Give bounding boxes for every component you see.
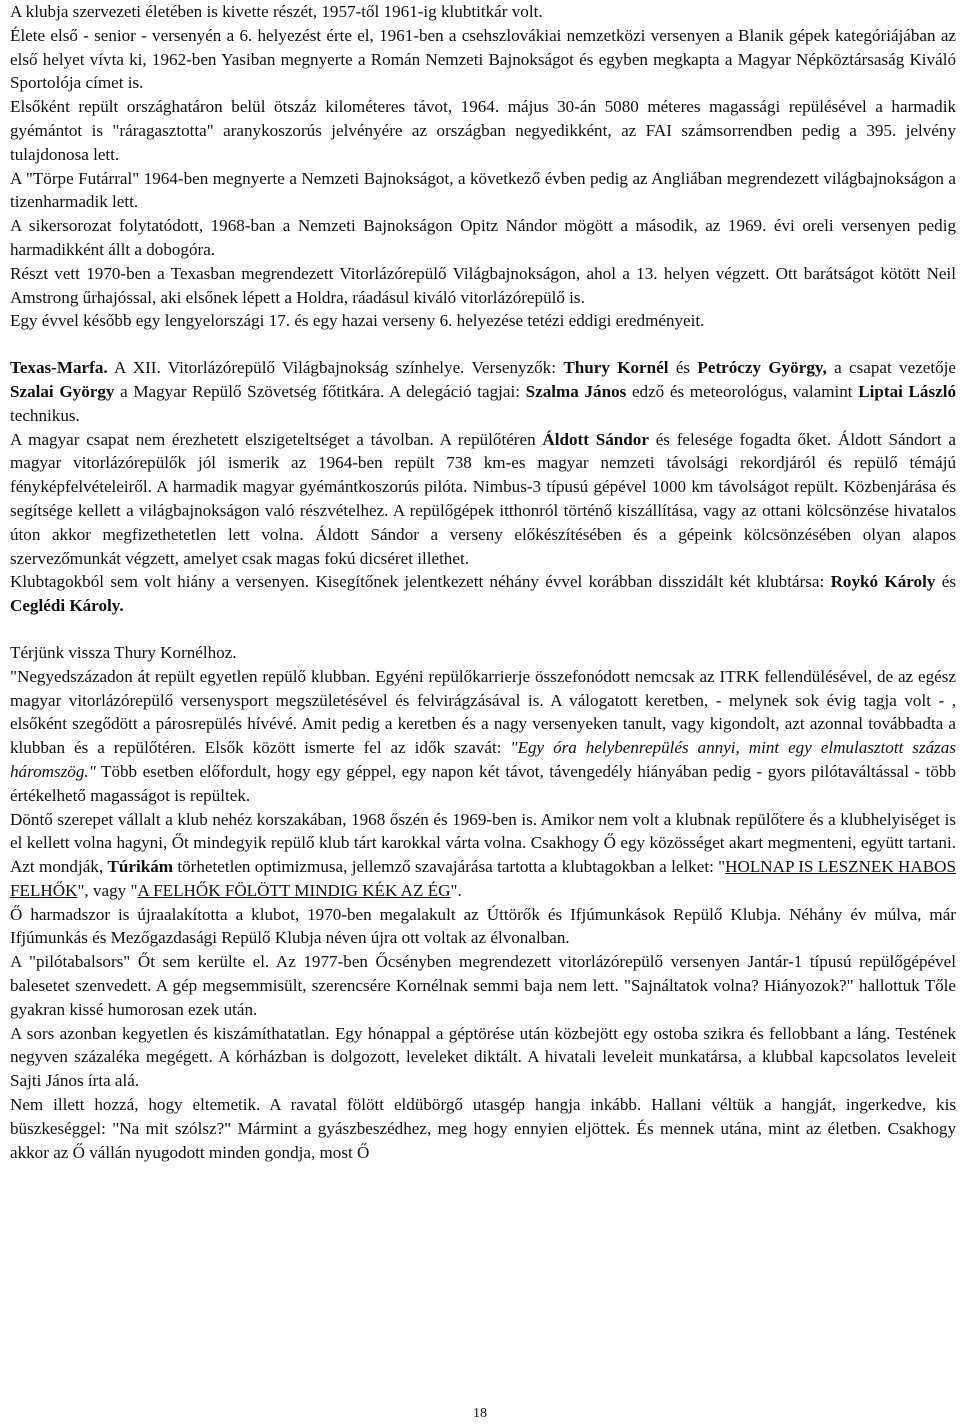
paragraph-p1 [10,0,956,24]
bold-text: Szalma János [525,381,627,401]
text-run: Több esetben előfordult, hogy egy géppel, egy napon két távot, távengedély hiányában pedig - gyors pilótaváltással - több értékelhető magasságot is repültek. [10,761,956,805]
bold-text: Liptai László [858,381,957,401]
text-run: ", vagy " [77,880,138,900]
bold-text: Texas-Marfa. [10,358,108,378]
paragraph-p6 [10,262,956,310]
text-run: A sors azonban kegyetlen és kiszámíthatatlan. Egy hónappal a géptörése után közbejött egy ostoba szikra és fellobbant a láng. Testének negyven százaléka megégett. A kórházban is dolgozott, leveleket diktált. A hivatali leveleit munkatársa, a klubbal kapcsolatos leveleit Sajti János írta alá. [10,1023,956,1091]
text-run: edző és meteorológus, valamint [626,381,859,401]
text-run: Térjünk vissza Thury Kornélhoz. [10,642,237,662]
paragraph-p3 [10,95,956,166]
paragraph-p12 [10,665,956,808]
bold-text: Túrikám [107,857,174,877]
text-run: technikus. [10,405,80,425]
text-run: Elsőként repült országhatáron belül ötszáz kilométeres távot, 1964. május 30-án 5080 méteres magassági repülésével a harmadik gyémántot is "ráragasztotta" aranykoszorús jelvényére az országban negyedikként, az FAI számsorrendben pedig a 395. jelvény tulajdonosa lett. [10,97,956,164]
text-run: A magyar csapat nem érezhetett elszigeteltséget a távolban. A repülőtéren [10,429,543,449]
italic-quote: "Egy óra helybenrepülés annyi, mint egy elmulasztott százas háromszög." [10,738,957,781]
paragraph-p15 [10,950,956,1021]
underlined-text: HOLNAP IS LESZNEK HABOS FELHŐK [10,857,956,900]
bold-text: Thury Kornél [563,358,669,378]
text-run: és [935,572,957,592]
text-run: Egy évvel később egy lengyelországi 17. és egy hazai verseny 6. helyezése tetézi eddigi eredményeit. [10,311,705,331]
text-run: A "pilótabalsors" Őt sem kerülte el. Az 1977-ben Őcsényben megrendezett vitorlázórepülő versenyen Jantár-1 típusú repülőgépével balesetet szenvedett. A gép megsemmisült, szerencsére Kornélnak semmi baja nem lett. "Sajnáltatok volna? Hiányozok?" hallottuk Tőle gyakran kissé humorosan ezek után. [10,952,956,1019]
text-run: Klubtagokból sem volt hiány a versenyen. Kisegítőnek jelentkezett néhány évvel korábban disszidált két klubtársa: [10,572,831,592]
paragraph-p17 [10,1093,956,1164]
bold-text: Roykó Károly [830,572,936,592]
text-run: Döntő szerepet vállalt a klub nehéz korszakában, 1968 őszén és 1969-ben is. Amikor nem volt a klubnak repülőtere és a klubhelyiséget is el kellett volna hagyni, Őt mindegyik repülő klub tárt karokkal várta volna. Csakhogy Ő egy közösséget akart megmenteni, együtt tartani. Azt mondják, [10,809,956,877]
bold-text: Ceglédi Károly. [10,596,124,616]
paragraph-p8 [10,356,956,427]
paragraph-p14 [10,903,956,951]
bold-text: Petróczy György, [697,358,827,378]
paragraph-p11 [10,641,956,665]
underlined-text: A FELHŐK FÖLÖTT MINDIG KÉK AZ ÉG [137,880,451,900]
bold-text: Áldott Sándor [542,429,649,449]
text-run: Ő harmadszor is újraalakította a klubot, 1970-ben megalakult az Úttörők és Ifjúmunkások Repülő Klubja. Néhány év múlva, már Ifjúmunkás és Mezőgazdasági Repülő Klubja néven újra ott voltak az élvonalban. [10,904,956,948]
text-run: Részt vett 1970-ben a Texasban megrendezett Vitorlázórepülő Világbajnokságon, ahol a 13. helyen végzett. Ott barátságot kötött Neil Amstrong űrhajóssal, aki elsőnek lépett a Holdra, ráadásul kiváló vitorlázórepülő is. [10,263,956,307]
paragraph-p9 [10,428,956,571]
text-run: "Negyedszázadon át repült egyetlen repülő klubban. Egyéni repülőkarrierje összefonódott nemcsak az ITRK fellendülésével, de az egész magyar vitorlázórepülő versenysport megszületésével és felvirágzásával is. A válogatott keretben, - melynek sok évig tagja volt - , elsőként szegődött a párosrepülés hívévé. Amit pedig a keretben és a nagy versenyeken tanult, vagy kigondolt, azt azonnal továbbadta a klubban és a repülőtéren. Elsők között ismerte fel az idők szavát: [10,666,956,758]
text-run: Nem illett hozzá, hogy eltemetik. A ravatal fölött eldübörgő utasgép hangja inkább. Hallani véltük a hangját, ingerkedve, kis büszkeséggel: "Na mit szólsz?" Mármint a gyászbeszédhez, meg hogy ennyien eljöttek. És mennek utána, mint az életben. Csakhogy akkor az Ő vállán nyugodott minden gondja, most Ő [10,1095,956,1162]
bold-text: Szalai György [10,381,115,401]
text-run: A XII. Vitorlázórepülő Világbajnokság színhelye. Versenyzők: [107,358,564,378]
paragraph-p5 [10,214,956,262]
paragraph-p4 [10,167,956,215]
paragraph-p7 [10,309,956,333]
document-body [10,0,956,1164]
text-run: A sikersorozat folytatódott, 1968-ban a Nemzeti Bajnokságon Opitz Nándor mögött a második, az 1969. évi oreli versenyen pedig harmadikként állt a dobogóra. [10,216,956,259]
page-number: 18 [473,1406,487,1421]
paragraph-gap [10,618,956,641]
text-run: A "Törpe Futárral" 1964-ben megnyerte a Nemzeti Bajnokságot, a következő évben pedig az Angliában megrendezett világbajnokságon a tizenharmadik lett. [10,168,956,212]
text-run: a Magyar Repülő Szövetség főtitkára. A delegáció tagjai: [114,381,526,401]
text-run: és [668,358,698,378]
paragraph-p10 [10,570,956,618]
text-run: Élete első - senior - versenyén a 6. helyezést érte el, 1961-ben a csehszlovákiai nemzetközi versenyen a Blanik gépek kategóriájában az első helyet vívta ki, 1962-ben Yasiban megnyerte a Román Nemzeti Bajnokságot és egyben megkapta a Magyar Népköztársaság Kiváló Sportolója címet is. [10,25,956,93]
text-run: A klubja szervezeti életében is kivette részét, 1957-től 1961-ig klubtitkár volt. [10,2,543,21]
text-run: a csapat vezetője [826,358,957,378]
text-run: ". [450,880,462,900]
paragraph-gap [10,333,956,356]
text-run: és felesége fogadta őket. Áldott Sándort a magyar vitorlázórepülők jól ismerik az 1964-ben repült 738 km-es magyar nemzeti távolsági rekordjáról és repülő témájú fényképfelvételeiről. A harmadik magyar gyémántkoszorús pilóta. Nimbus-3 típusú gépével 1000 km távolságot repült. Közbenjárása és segítsége kellett a világbajnokságon való részvételhez. A repülőgépek itthonról történő kiszállítása, vagy az ottani kölcsönzése hivatalos úton akkor megfizethetetlen lett volna. Áldott Sándor a verseny előkészítésében és a gépeink kölcsönzésében olyan alapos szervezőmunkát végzett, amelyet csak magas fokú dicséret illethet. [10,429,956,568]
paragraph-p16 [10,1022,956,1093]
paragraph-p13 [10,808,956,903]
paragraph-p2 [10,24,956,95]
text-run: törhetetlen optimizmusa, jellemző szavajárása tartotta a klubtagokban a lelket: " [173,857,726,877]
